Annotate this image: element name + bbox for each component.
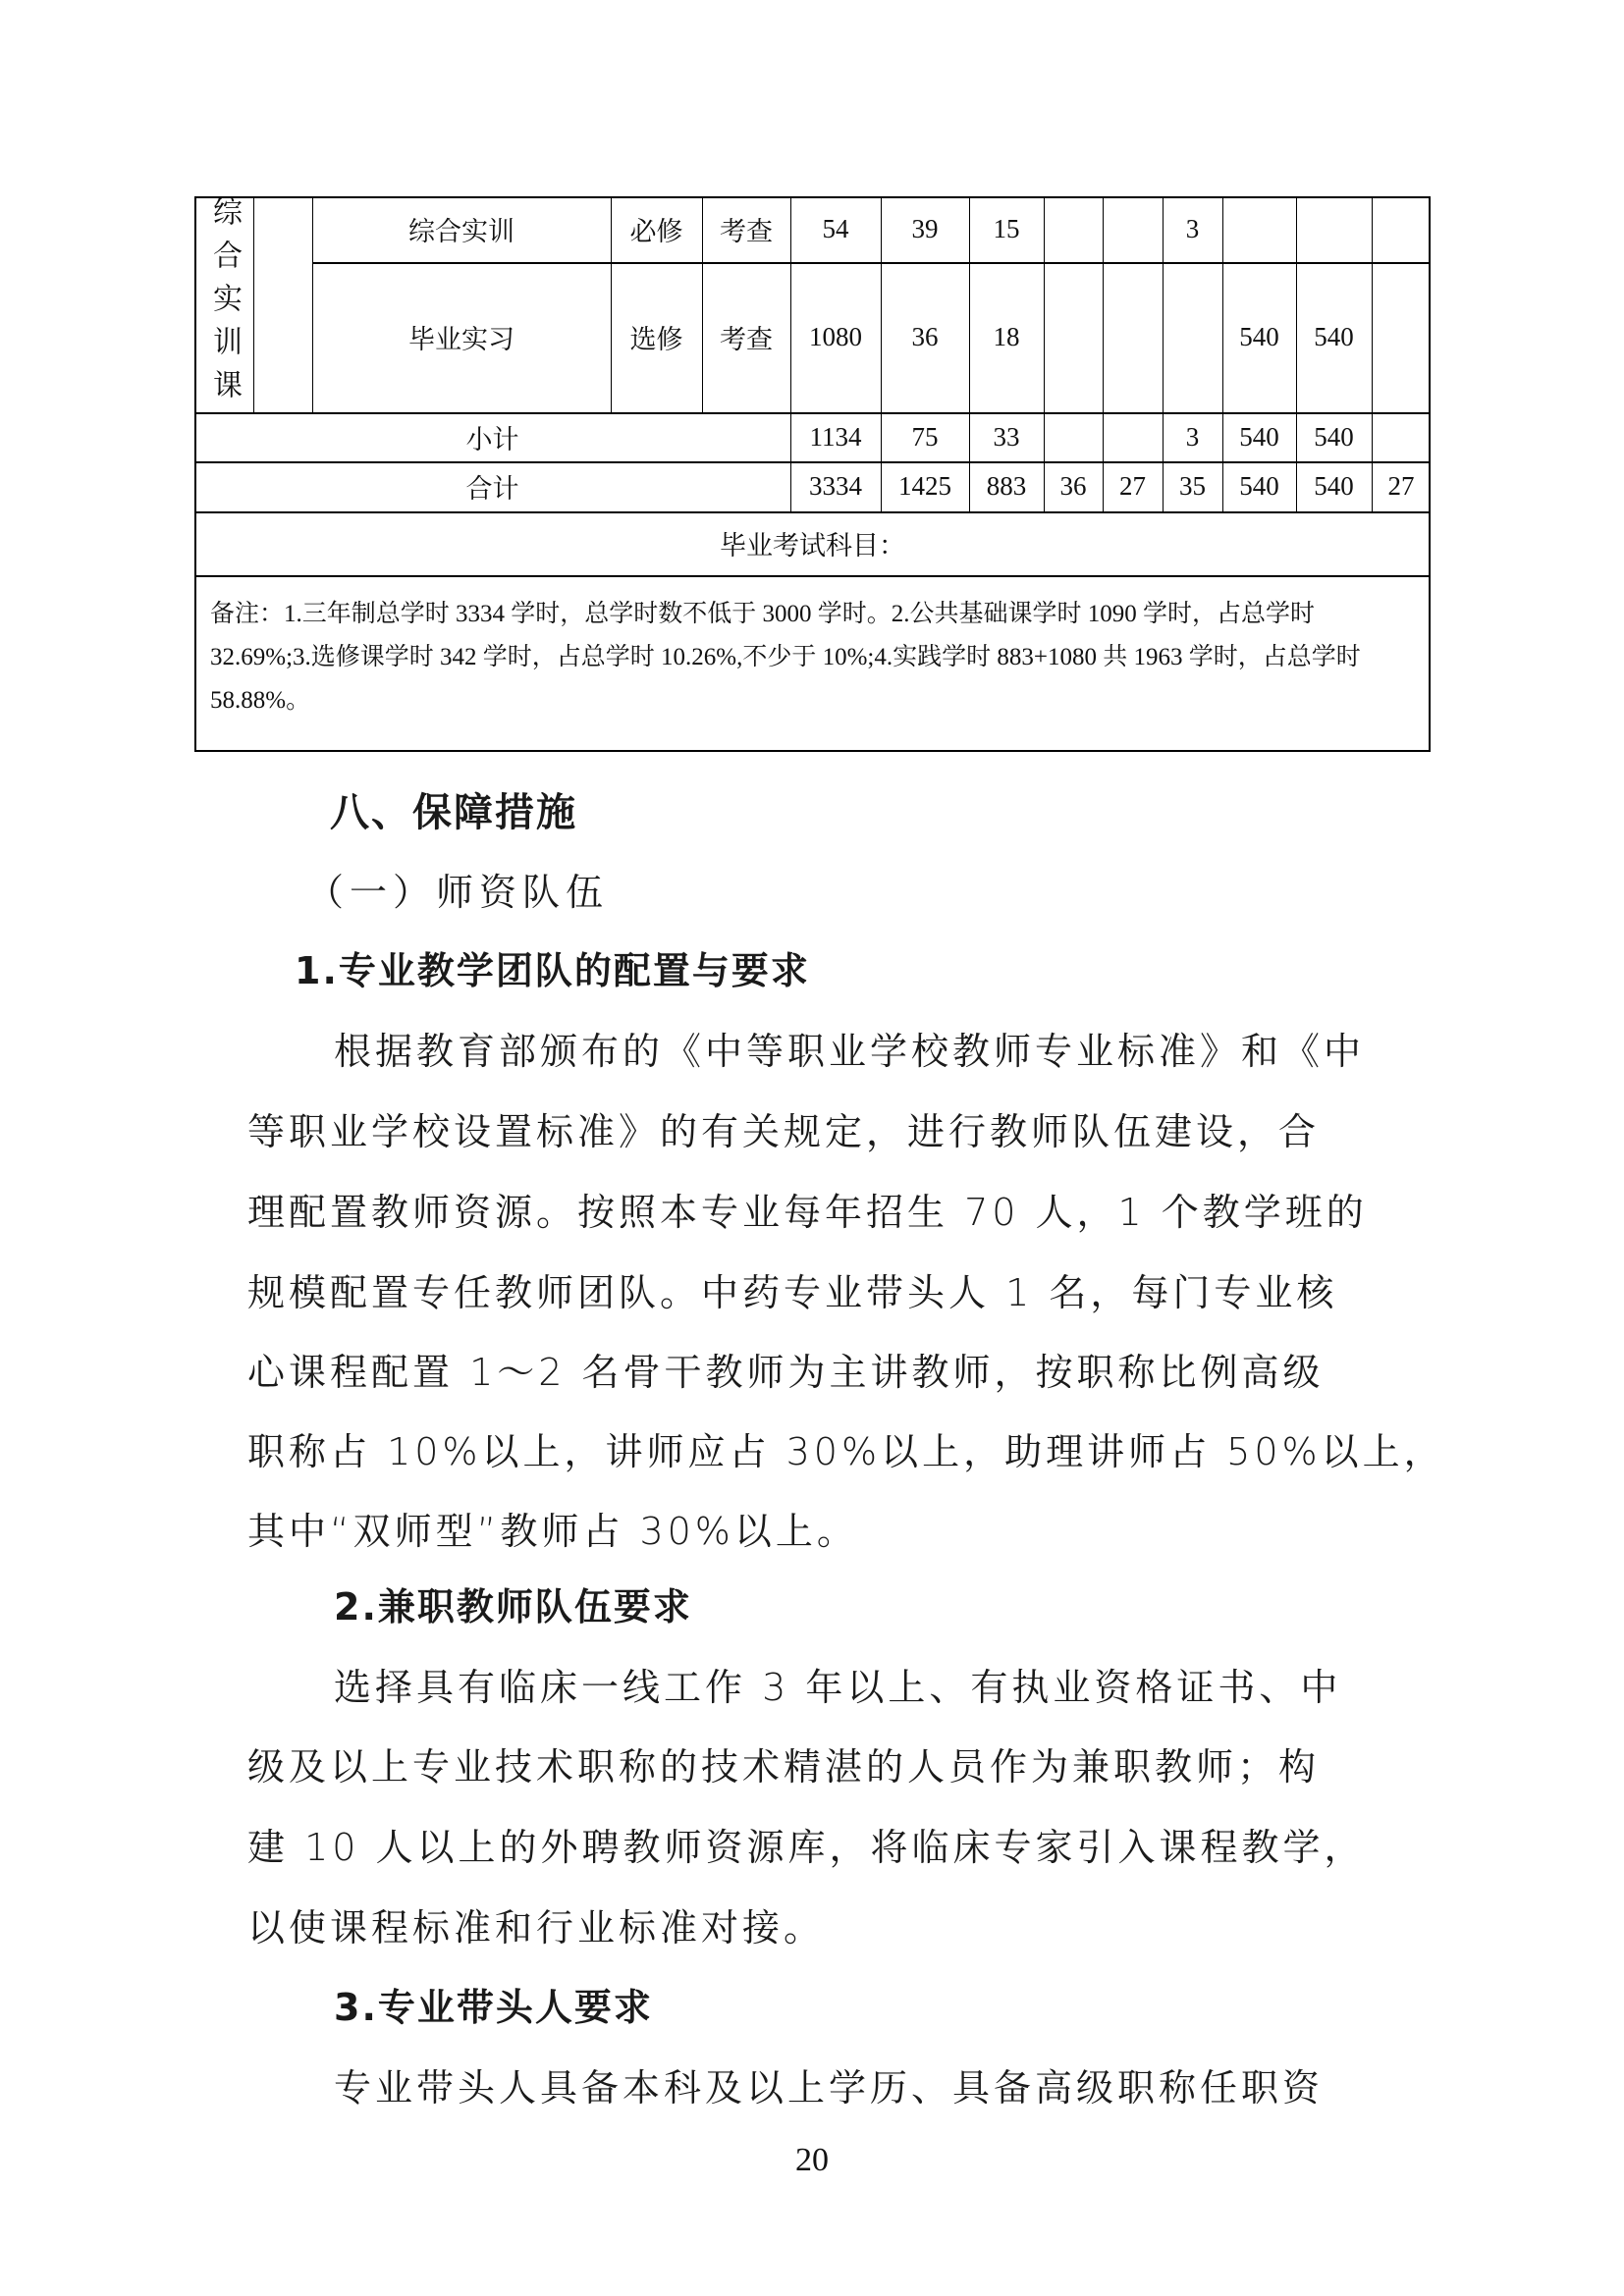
value-cell — [1103, 262, 1163, 412]
value-cell — [1372, 412, 1431, 461]
value-cell: 3 — [1185, 421, 1200, 452]
item-heading: 3.专业带头人要求 — [334, 1986, 653, 2029]
curriculum-table — [194, 196, 1431, 752]
value-cell — [1372, 262, 1431, 412]
assessment-method: 考查 — [720, 325, 773, 354]
row-divider — [194, 575, 1431, 577]
paragraph-line: 选择具有临床一线工作 3 年以上、有执业资格证书、中 — [334, 1666, 1342, 1709]
value-cell: 540 — [1314, 421, 1354, 452]
paragraph-line: 以使课程标准和行业标准对接。 — [247, 1906, 826, 1949]
value-cell: 18 — [993, 322, 1020, 351]
value-cell — [1103, 412, 1163, 461]
value-cell — [1044, 262, 1103, 412]
paragraph-line: 心课程配置 1～2 名骨干教师为主讲教师，按职称比例高级 — [247, 1351, 1325, 1394]
item-heading: 2.兼职教师队伍要求 — [334, 1585, 692, 1629]
value-cell: 1080 — [809, 322, 862, 351]
assessment-method: 考查 — [720, 217, 773, 246]
paragraph-line: 专业带头人具备本科及以上学历、具备高级职称任职资 — [334, 2066, 1325, 2109]
value-cell: 540 — [1314, 471, 1354, 501]
value-cell: 27 — [1387, 471, 1415, 501]
value-cell — [1103, 196, 1163, 262]
exam-subjects-label: 毕业考试科目： — [720, 531, 905, 561]
paragraph-line: 理配置教师资源。按照本专业每年招生 70 人，1 个教学班的 — [247, 1191, 1368, 1234]
value-cell: 3 — [1185, 214, 1200, 243]
page-number: 20 — [795, 2142, 829, 2178]
category-label: 综合实训课 — [208, 196, 241, 412]
value-cell — [1372, 196, 1431, 262]
section-title: 八、保障措施 — [330, 790, 577, 835]
value-cell — [1163, 262, 1222, 412]
value-cell: 1425 — [898, 471, 951, 501]
paragraph-line: 规模配置专任教师团队。中药专业带头人 1 名，每门专业核 — [247, 1271, 1338, 1314]
course-type: 必修 — [629, 217, 683, 246]
value-cell — [1044, 412, 1103, 461]
value-cell: 883 — [986, 471, 1027, 501]
total-label: 合计 — [465, 474, 519, 504]
value-cell: 75 — [911, 421, 939, 452]
value-cell: 33 — [993, 421, 1020, 452]
course-name: 综合实训 — [408, 217, 514, 246]
paragraph-line: 其中“双师型”教师占 30%以上。 — [247, 1510, 858, 1553]
value-cell — [1222, 196, 1296, 262]
table-border-bottom — [194, 750, 1431, 752]
paragraph-line: 职称占 10%以上，讲师应占 30%以上，助理讲师占 50%以上， — [247, 1430, 1445, 1473]
value-cell: 15 — [993, 214, 1020, 243]
value-cell: 540 — [1239, 471, 1279, 501]
course-name: 毕业实习 — [408, 325, 514, 354]
paragraph-line: 级及以上专业技术职称的技术精湛的人员作为兼职教师；构 — [247, 1745, 1321, 1789]
value-cell: 36 — [1059, 471, 1087, 501]
course-type: 选修 — [629, 325, 683, 354]
value-cell: 3334 — [809, 471, 862, 501]
subtotal-label: 小计 — [465, 424, 519, 454]
value-cell: 36 — [911, 322, 939, 351]
subsection-title: （一）师资队伍 — [306, 871, 610, 914]
value-cell — [1044, 196, 1103, 262]
value-cell: 1134 — [809, 421, 862, 452]
col-divider — [253, 196, 254, 412]
paragraph-line: 根据教育部颁布的《中等职业学校教师专业标准》和《中 — [334, 1030, 1366, 1073]
paragraph-line: 建 10 人以上的外聘教师资源库，将临床专家引入课程教学， — [247, 1826, 1366, 1869]
value-cell: 540 — [1239, 421, 1279, 452]
paragraph-line: 等职业学校设置标准》的有关规定，进行教师队伍建设，合 — [247, 1110, 1321, 1153]
value-cell: 27 — [1119, 471, 1146, 501]
value-cell: 35 — [1179, 471, 1206, 501]
value-cell: 540 — [1239, 322, 1279, 351]
table-note: 备注：1.三年制总学时 3334 学时，总学时数不低于 3000 学时。2.公共基础课学时 1090 学时，占总学时 32.69%;3.选修课学时 342 学时，占总学时 10.26%,不少于 10%;4.实践学时 883+1080 共 1963 学时，占总学时 58.88%。 — [210, 601, 1361, 714]
value-cell: 54 — [822, 214, 849, 243]
item-heading: 1.专业教学团队的配置与要求 — [295, 949, 810, 992]
value-cell — [1296, 196, 1372, 262]
value-cell: 540 — [1314, 322, 1354, 351]
value-cell: 39 — [911, 214, 939, 243]
